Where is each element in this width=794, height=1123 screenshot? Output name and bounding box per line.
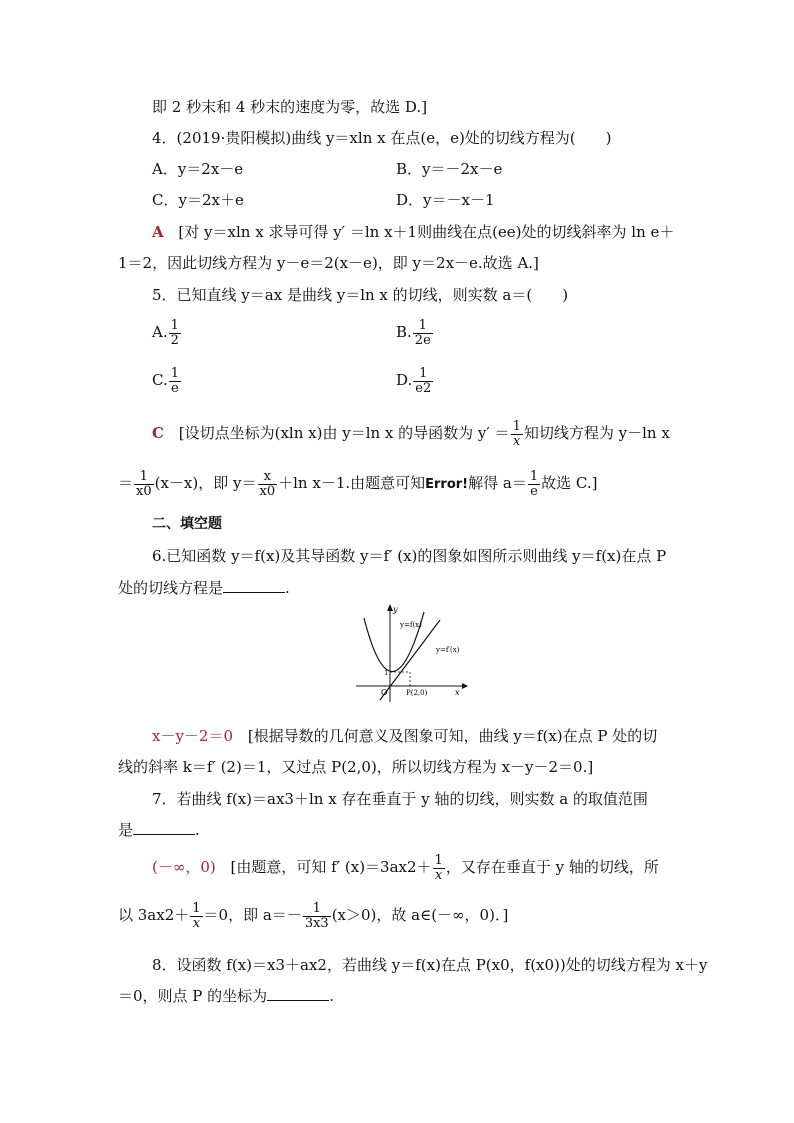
q6-stem2-text: 处的切线方程是 xyxy=(118,579,224,597)
q7-ans2-c: (x＞0)，故 a∈(－∞，0)．] xyxy=(331,906,509,924)
q5-ans-l2-b: )，即 y＝ xyxy=(192,474,257,492)
frac-num: 1 xyxy=(170,365,179,381)
q7-answer-line1 xyxy=(152,852,659,883)
q5-option-b xyxy=(396,318,434,348)
q5-option-c xyxy=(152,366,182,396)
section-title: 二、填空题 xyxy=(152,516,222,532)
q5-option-a xyxy=(152,318,182,348)
q5-ans-l1-frac xyxy=(511,420,523,449)
q5-answer-letter: C xyxy=(152,424,164,442)
frac-den: x0 xyxy=(259,483,276,499)
q5-option-d xyxy=(396,366,434,396)
x-axis-label: x xyxy=(455,688,460,697)
q7-ans2-a: 以 3ax2＋ xyxy=(118,906,190,924)
q5-ans-l2-e: 解得 a＝ xyxy=(468,474,527,492)
point-p-label: P(2,0) xyxy=(406,689,428,697)
frac-num: 1 xyxy=(529,468,539,484)
frac-num: 1 xyxy=(413,367,433,382)
frac-den: e xyxy=(171,380,179,396)
y-axis-label: y xyxy=(393,605,398,614)
frac-num: x xyxy=(258,470,278,485)
q5-ans-l1-a: [设切点坐标为(x xyxy=(178,424,289,442)
frac-den: x xyxy=(435,867,443,883)
q5-ans-l2-frac3 xyxy=(528,470,540,499)
frac-den: x xyxy=(513,433,521,449)
origin-label: O xyxy=(381,688,388,697)
frac-num: 1 xyxy=(170,317,179,333)
q4-answer-letter: A xyxy=(152,223,164,241)
q5-option-b-label: B. xyxy=(396,323,412,341)
q8-stem-line2: ＝0，则点 P 的坐标为 . xyxy=(118,987,334,1005)
q4-answer-line1 xyxy=(152,222,674,242)
frac-den: 2 xyxy=(170,332,179,348)
q7-answer-blank xyxy=(133,820,195,835)
q5-ans-l1-d: 知切线方程为 y－ln x xyxy=(523,424,670,442)
q5-ans-l1-c: )由 y＝ln x 的导函数为 y′ ＝ xyxy=(316,424,510,442)
q5-ans-l2-f: 故选 C.] xyxy=(541,474,598,492)
q5-ans-error-text: Error! xyxy=(425,477,469,492)
q7-ans1-a: [由题意，可知 f′ (x)＝3ax2＋ xyxy=(230,858,432,876)
q5-ans-l2-frac1 xyxy=(134,470,154,499)
q5-answer-line1 xyxy=(152,418,670,449)
q7-ans1-frac xyxy=(433,854,445,883)
q5-ans-l2-c: ＋ln x xyxy=(278,474,321,492)
q6-stem-line2: 处的切线方程是 . xyxy=(118,579,290,597)
q6-answer-blank xyxy=(223,578,285,593)
frac-num: 1 xyxy=(303,902,331,917)
q5-answer-line2: ＝ $\frac{1}{x0}$ (x－x)，即 y＝ $\frac{x}{x0}$ ＋ln x－1.由题意可知Error!解得 a＝ $\frac{1}{e}$ 故选 C.] xyxy=(118,468,598,499)
q7-stem2-text: 是 xyxy=(118,821,134,839)
q5-option-a-label: A. xyxy=(152,323,168,341)
q4-answer-line2: 1＝2，因此切线方程为 y－e＝2(x－e)，即 y＝2x－e.故选 A.] xyxy=(118,254,539,272)
q4-option-c: C．y＝2x＋e xyxy=(152,191,244,209)
frac-den: 2e xyxy=(414,332,431,348)
frac-den: e2 xyxy=(415,380,432,396)
q7-stem-line1: 7．若曲线 f(x)＝ax3＋ln x 存在垂直于 y 轴的切线，则实数 a 的取值范围 xyxy=(152,790,648,808)
one-label: 1 xyxy=(384,669,389,677)
q5-option-c-frac xyxy=(169,367,181,396)
f-label: y=f(x) xyxy=(400,621,422,629)
frac-num: 1 xyxy=(134,470,154,485)
q7-ans2-frac xyxy=(190,902,202,931)
q6-stem-line1: 6.已知函数 y＝f(x)及其导函数 y＝f′ (x)的图象如图所示则曲线 y＝f(x)在点 P xyxy=(152,547,667,565)
q7-answer-red: (－∞，0) xyxy=(152,858,216,876)
q8-stem2-text: ＝0，则点 P 的坐标为 xyxy=(118,987,268,1005)
frac-num: 1 xyxy=(512,418,521,434)
q5-ans-l2-a: (x－x xyxy=(154,474,193,492)
frac-den: x xyxy=(192,915,201,931)
q5-option-d-frac xyxy=(413,367,433,396)
q5-option-c-label: C. xyxy=(152,371,168,389)
prev-answer-tail: 即 2 秒末和 4 秒末的速度为零，故选 D.] xyxy=(152,98,428,116)
q6-answer-line2: 线的斜率 k＝f′ (2)＝1，又过点 P(2,0)，所以切线方程为 x－y－2＝0.] xyxy=(118,758,594,776)
frac-num: 1 xyxy=(192,900,201,916)
q6-answer-line1 xyxy=(152,726,657,746)
q5-ans-l2-frac2 xyxy=(258,470,278,499)
frac-den: e xyxy=(530,483,538,499)
q7-ans2-frac2 xyxy=(303,902,331,931)
curve-f-prime xyxy=(380,620,440,700)
frac-num: 1 xyxy=(434,852,443,868)
frac-num: 1 xyxy=(413,319,433,334)
q7-stem-line2: 是 . xyxy=(118,821,200,839)
q8-answer-blank xyxy=(267,986,329,1001)
q5-ans-l1-b: ln x xyxy=(288,424,317,442)
q5-option-a-frac xyxy=(169,319,181,348)
frac-den: 3x3 xyxy=(304,915,329,931)
q8-stem-line1: 8．设函数 f(x)＝x3＋ax2，若曲线 y＝f(x)在点 P(x0，f(x0))处的切线方程为 x＋y xyxy=(152,956,708,974)
q4-option-a: A．y＝2x－e xyxy=(152,160,244,178)
fprime-label: y=f′(x) xyxy=(436,646,460,654)
q4-option-d: D．y＝－x－1 xyxy=(396,191,495,209)
q7-ans2-b: ＝0，即 a＝－ xyxy=(203,906,302,924)
q7-answer-line2 xyxy=(118,900,508,931)
function-graph xyxy=(352,602,472,704)
q6-answer-red: x－y－2＝0 xyxy=(152,727,234,745)
q7-ans1-b: ，又存在垂直于 y 轴的切线，所 xyxy=(445,858,659,876)
q4-stem: 4．(2019·贵阳模拟)曲线 y＝xln x 在点(e，e)处的切线方程为( ) xyxy=(152,129,612,147)
x-axis-arrow xyxy=(462,683,468,689)
q5-option-d-label: D. xyxy=(396,371,413,389)
q4-option-b: B．y＝－2x－e xyxy=(396,160,503,178)
q5-stem: 5．已知直线 y＝ax 是曲线 y＝ln x 的切线，则实数 a＝( ) xyxy=(152,286,569,304)
frac-den: x0 xyxy=(136,483,152,499)
q6-answer-text1: [根据导数的几何意义及图象可知，曲线 y＝f(x)在点 P 处的切 xyxy=(247,727,658,745)
q4-answer-text1: [对 y＝xln x 求导可得 y′ ＝ln x＋1则曲线在点(ee)处的切线斜率为 ln e＋ xyxy=(178,223,675,241)
q5-option-b-frac xyxy=(413,319,433,348)
q5-ans-l2-d: －1.由题意可知 xyxy=(320,474,426,492)
